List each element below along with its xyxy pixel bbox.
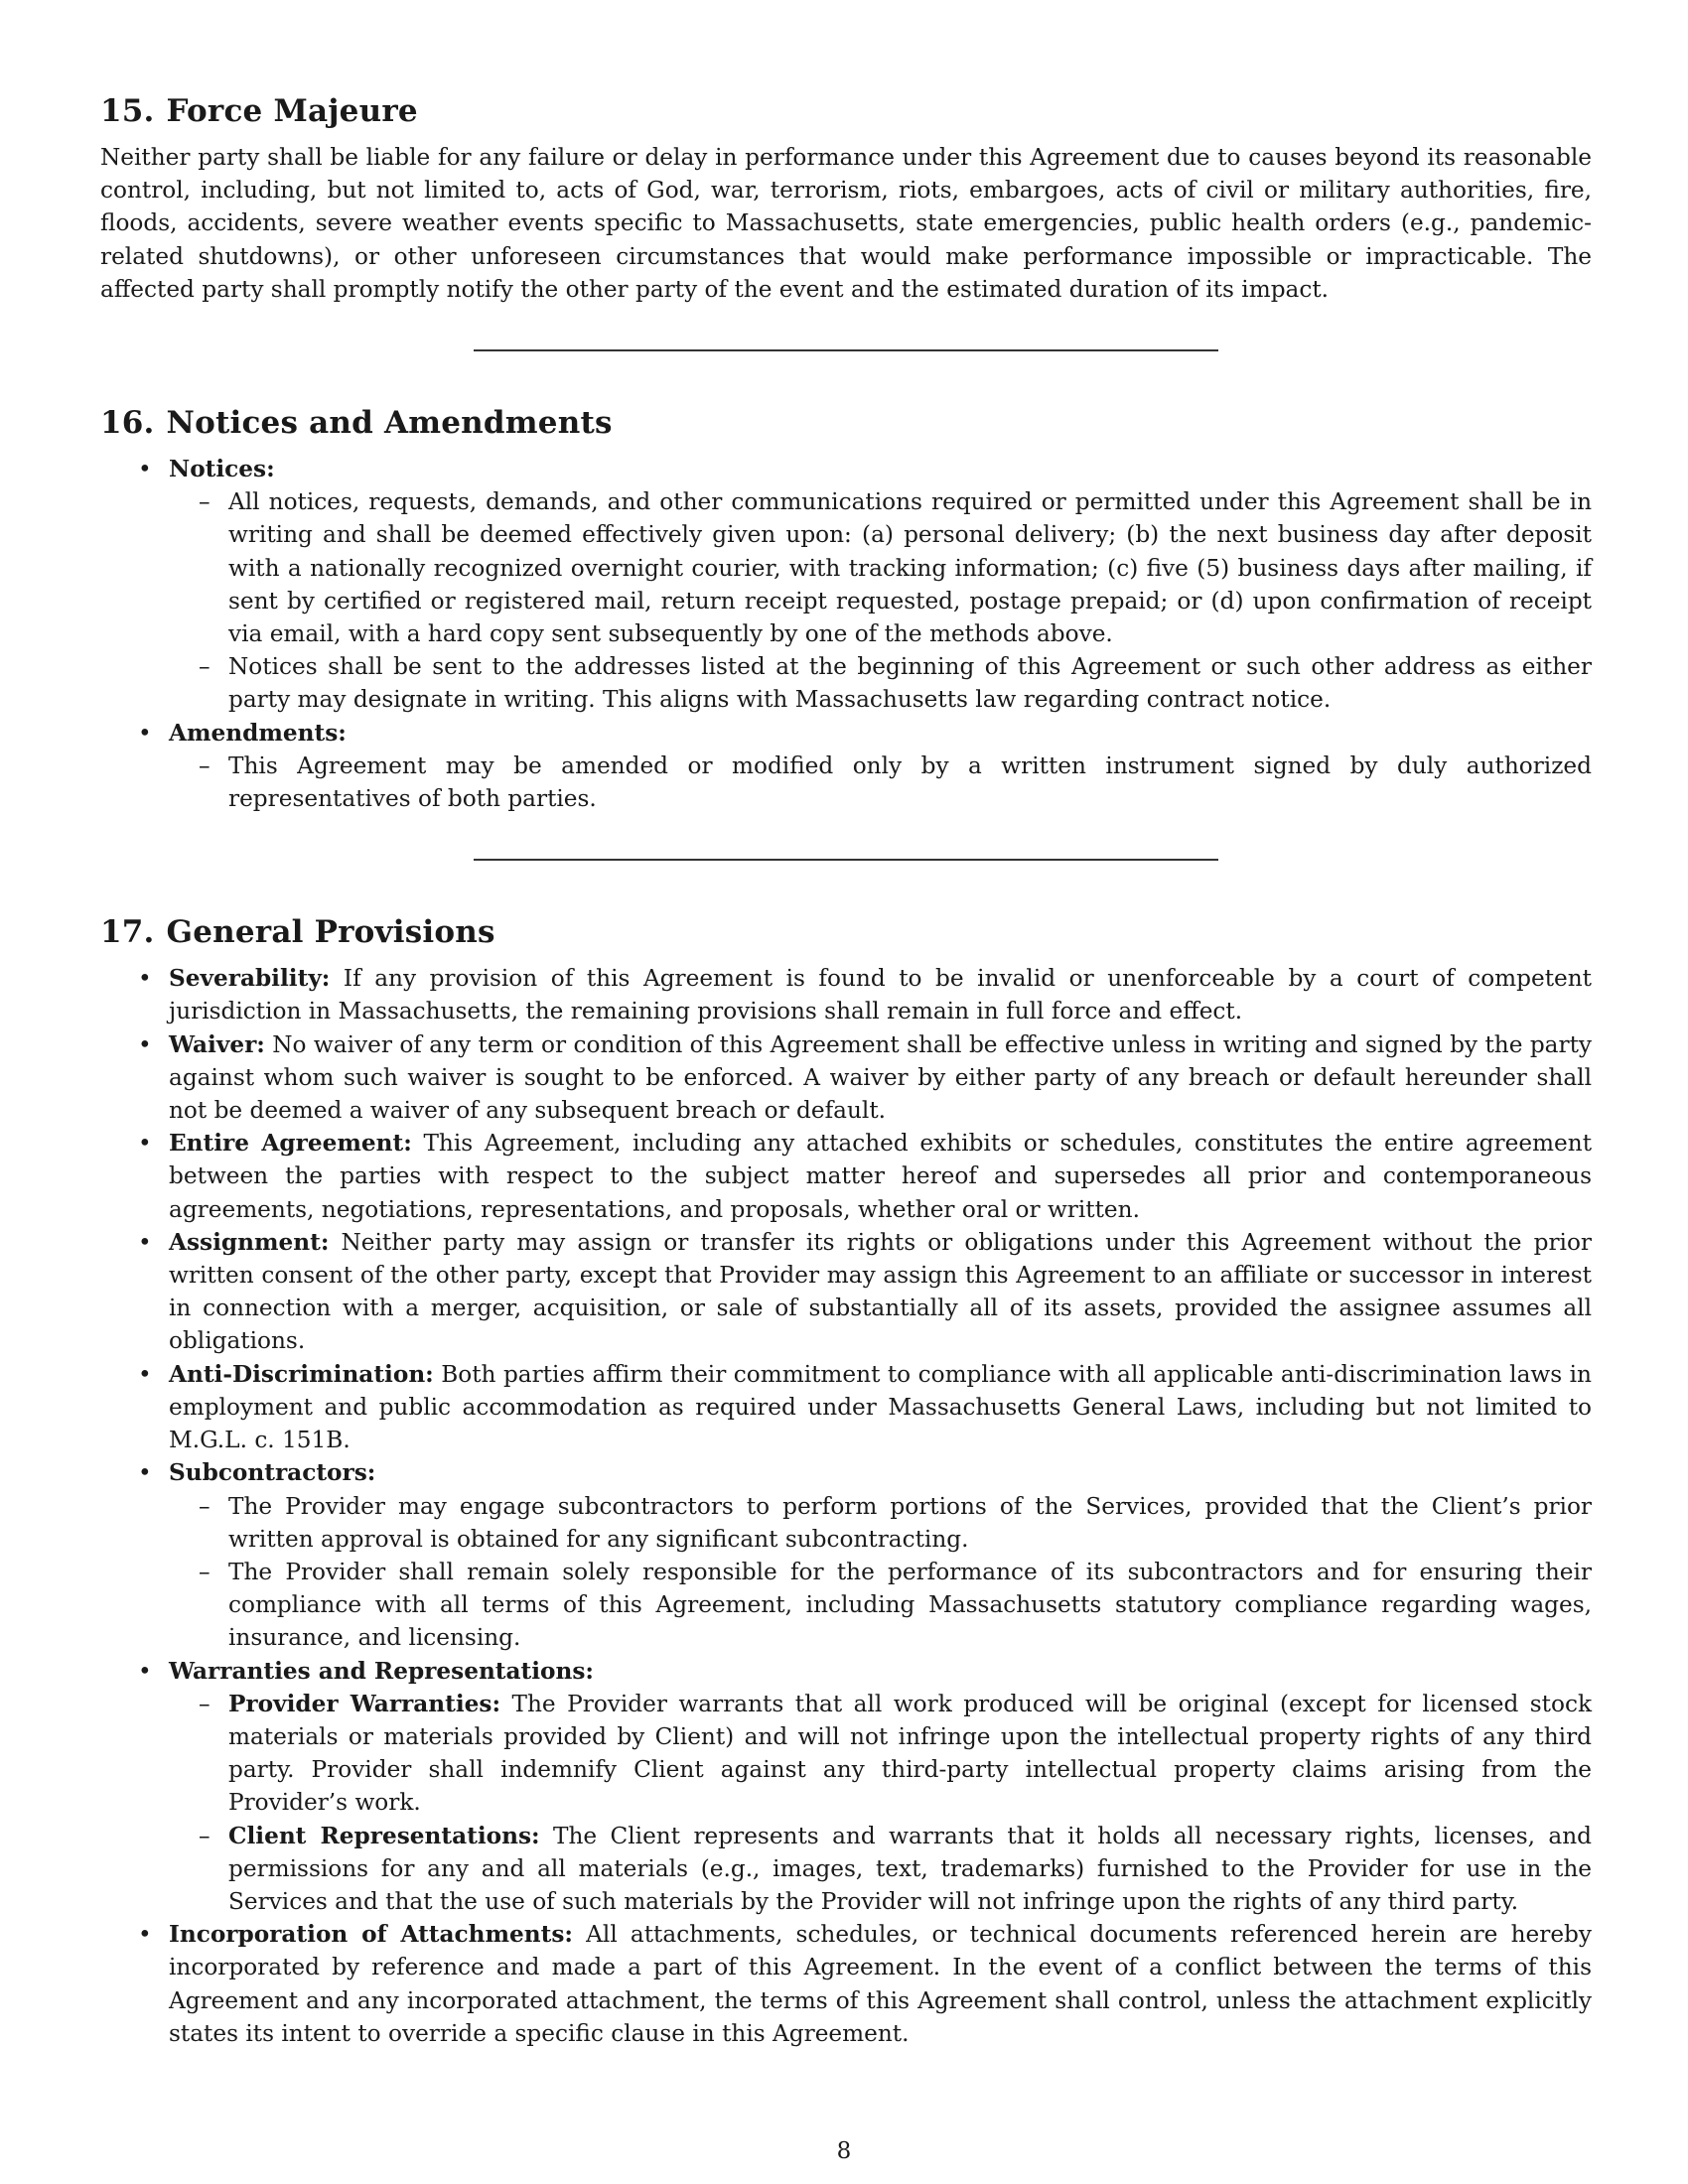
- bullet-icon: •: [138, 1030, 152, 1058]
- item-text: Notices shall be sent to the addresses listed at the beginning of this Agreement or such other address as either party may designate in writing. This aligns with Massachusetts law regarding contract notice.: [228, 653, 1592, 714]
- sub-list: [169, 485, 1592, 716]
- list-item: [100, 1918, 1592, 2050]
- page-number: 8: [836, 2138, 852, 2164]
- item-text: The Provider may engage subcontractors to perform portions of the Services, provided that the Client’s prior written approval is obtained for any significant subcontracting.: [228, 1492, 1592, 1553]
- sub-list: [169, 1688, 1592, 1918]
- sub-list-item: [169, 1688, 1592, 1820]
- bullet-list: [100, 962, 1592, 2050]
- list-item: [100, 1226, 1592, 1358]
- bullet-list: [100, 453, 1592, 815]
- section-title: General Provisions: [166, 914, 495, 951]
- dash-icon: –: [199, 1492, 211, 1520]
- bullet-icon: •: [138, 965, 152, 993]
- section-title: Notices and Amendments: [166, 405, 613, 442]
- item-text: The Provider warrants that all work produced will be original (except for licensed stock materials or materials provided by Client) and will not infringe upon the intellectual property rights of any third party. Provider shall indemnify Client against any third-party intellectual property claims arising from the Provider’s work.: [228, 1690, 1592, 1817]
- item-text: This Agreement may be amended or modified only by a written instrument signed by duly authorized representatives of both parties.: [228, 751, 1592, 813]
- section-heading: [100, 912, 1592, 952]
- section-number: 17.: [100, 914, 155, 951]
- bullet-icon: •: [138, 719, 152, 747]
- list-item: [100, 1028, 1592, 1128]
- bullet-icon: •: [138, 1228, 152, 1256]
- sub-list-item: [169, 485, 1592, 650]
- list-item: [100, 1127, 1592, 1226]
- bullet-icon: •: [138, 1459, 152, 1487]
- dash-icon: –: [199, 653, 211, 681]
- list-item: [100, 453, 1592, 717]
- dash-icon: –: [199, 1558, 211, 1585]
- sub-list: [169, 750, 1592, 815]
- list-item: [100, 1456, 1592, 1654]
- list-item: [100, 1655, 1592, 1919]
- list-item: [100, 1358, 1592, 1457]
- section-notices-amendments: [100, 403, 1592, 815]
- bullet-icon: •: [138, 1360, 152, 1388]
- item-label: Client Representations:: [228, 1822, 540, 1849]
- item-text: The Client represents and warrants that it holds all necessary rights, licenses, and permissions for any and all materials (e.g., images, text, trademarks) furnished to the Provider for use in the Services and that the use of such materials by the Provider will not infringe upon the rights of any third party.: [228, 1822, 1593, 1915]
- horizontal-rule: [474, 349, 1218, 351]
- bullet-icon: •: [138, 1921, 152, 1949]
- sub-list-item: [169, 750, 1592, 815]
- item-text: All notices, requests, demands, and other communications required or permitted under this Agreement shall be in writing and shall be deemed effectively given upon: (a) personal delivery; (b) the next business day after deposit with a nationally recognized overnight courier, with tracking information; (c) five (5) business days after mailing, if sent by certified or registered mail, return receipt requested, postage prepaid; or (d) upon confirmation of receipt via email, with a hard copy sent subsequently by one of the methods above.: [228, 488, 1592, 648]
- item-label: Waiver:: [169, 1030, 265, 1058]
- item-text: Neither party may assign or transfer its rights or obligations under this Agreement without the prior written consent of the other party, except that Provider may assign this Agreement to an affiliate or successor in interest in connection with a merger, acquisition, or sale of substantially all of its assets, provided the assignee assumes all obligations.: [169, 1228, 1592, 1355]
- item-label: Amendments:: [169, 719, 347, 747]
- list-item: [100, 717, 1592, 816]
- document-page: [100, 91, 1592, 2050]
- sub-list-item: [169, 1556, 1592, 1655]
- sub-list-item: [169, 1490, 1592, 1556]
- item-text: All attachments, schedules, or technical documents referenced herein are hereby incorporated by reference and made a part of this Agreement. In the event of a conflict between the terms of this Agreement and any incorporated attachment, the terms of this Agreement shall control, unless the attachment explicitly states its intent to override a specific clause in this Agreement.: [169, 1921, 1592, 2047]
- section-general-provisions: [100, 912, 1592, 2050]
- item-label: Incorporation of Attachments:: [169, 1921, 573, 1949]
- dash-icon: –: [199, 751, 211, 779]
- item-label: Anti-Discrimination:: [169, 1360, 434, 1388]
- bullet-icon: •: [138, 1130, 152, 1158]
- item-label: Subcontractors:: [169, 1459, 376, 1487]
- item-text: Both parties affirm their commitment to compliance with all applicable anti-discrimination laws in employment and public accommodation as required under Massachusetts General Laws, including but not limited to M.G.L. c. 151B.: [169, 1360, 1592, 1454]
- item-label: Assignment:: [169, 1228, 330, 1256]
- item-text: This Agreement, including any attached exhibits or schedules, constitutes the entire agreement between the parties with respect to the subject matter hereof and supersedes all prior and contemporaneous agreements, negotiations, representations, and proposals, whether oral or written.: [169, 1130, 1593, 1223]
- sub-list: [169, 1490, 1592, 1655]
- item-label: Warranties and Representations:: [169, 1657, 594, 1685]
- dash-icon: –: [199, 1822, 211, 1849]
- section-heading: [100, 91, 1592, 131]
- section-number: 16.: [100, 405, 155, 442]
- bullet-icon: •: [138, 1657, 152, 1685]
- item-label: Severability:: [169, 965, 331, 993]
- section-force-majeure: [100, 91, 1592, 306]
- item-text: The Provider shall remain solely responsible for the performance of its subcontractors and for ensuring their compliance with all terms of this Agreement, including Massachusetts statutory compliance regarding wages, insurance, and licensing.: [228, 1558, 1592, 1652]
- section-title: Force Majeure: [166, 93, 418, 129]
- item-label: Provider Warranties:: [228, 1690, 501, 1717]
- item-text: If any provision of this Agreement is found to be invalid or unenforceable by a court of competent jurisdiction in Massachusetts, the remaining provisions shall remain in full force and effect.: [169, 965, 1592, 1025]
- item-text: No waiver of any term or condition of this Agreement shall be effective unless in writing and signed by the party against whom such waiver is sought to be enforced. A waiver by either party of any breach or default hereunder shall not be deemed a waiver of any subsequent breach or default.: [169, 1030, 1592, 1125]
- dash-icon: –: [199, 488, 211, 516]
- horizontal-rule: [474, 859, 1218, 861]
- bullet-icon: •: [138, 456, 152, 483]
- paragraph: Neither party shall be liable for any failure or delay in performance under this Agreement due to causes beyond its reasonable control, including, but not limited to, acts of God, war, terrorism, riots, embargoes, acts of civil or military authorities, fire, floods, accidents, severe weather events specific to Massachusetts, state emergencies, public health orders (e.g., pandemic-related shutdowns), or other unforeseen circumstances that would make performance impossible or impracticable. The affected party shall promptly notify the other party of the event and the estimated duration of its impact.: [100, 144, 1592, 303]
- list-item: [100, 962, 1592, 1027]
- sub-list-item: [169, 1820, 1592, 1919]
- section-number: 15.: [100, 93, 155, 129]
- item-label: Entire Agreement:: [169, 1130, 412, 1158]
- sub-list-item: [169, 650, 1592, 716]
- section-heading: [100, 403, 1592, 443]
- dash-icon: –: [199, 1690, 211, 1717]
- item-label: Notices:: [169, 456, 275, 483]
